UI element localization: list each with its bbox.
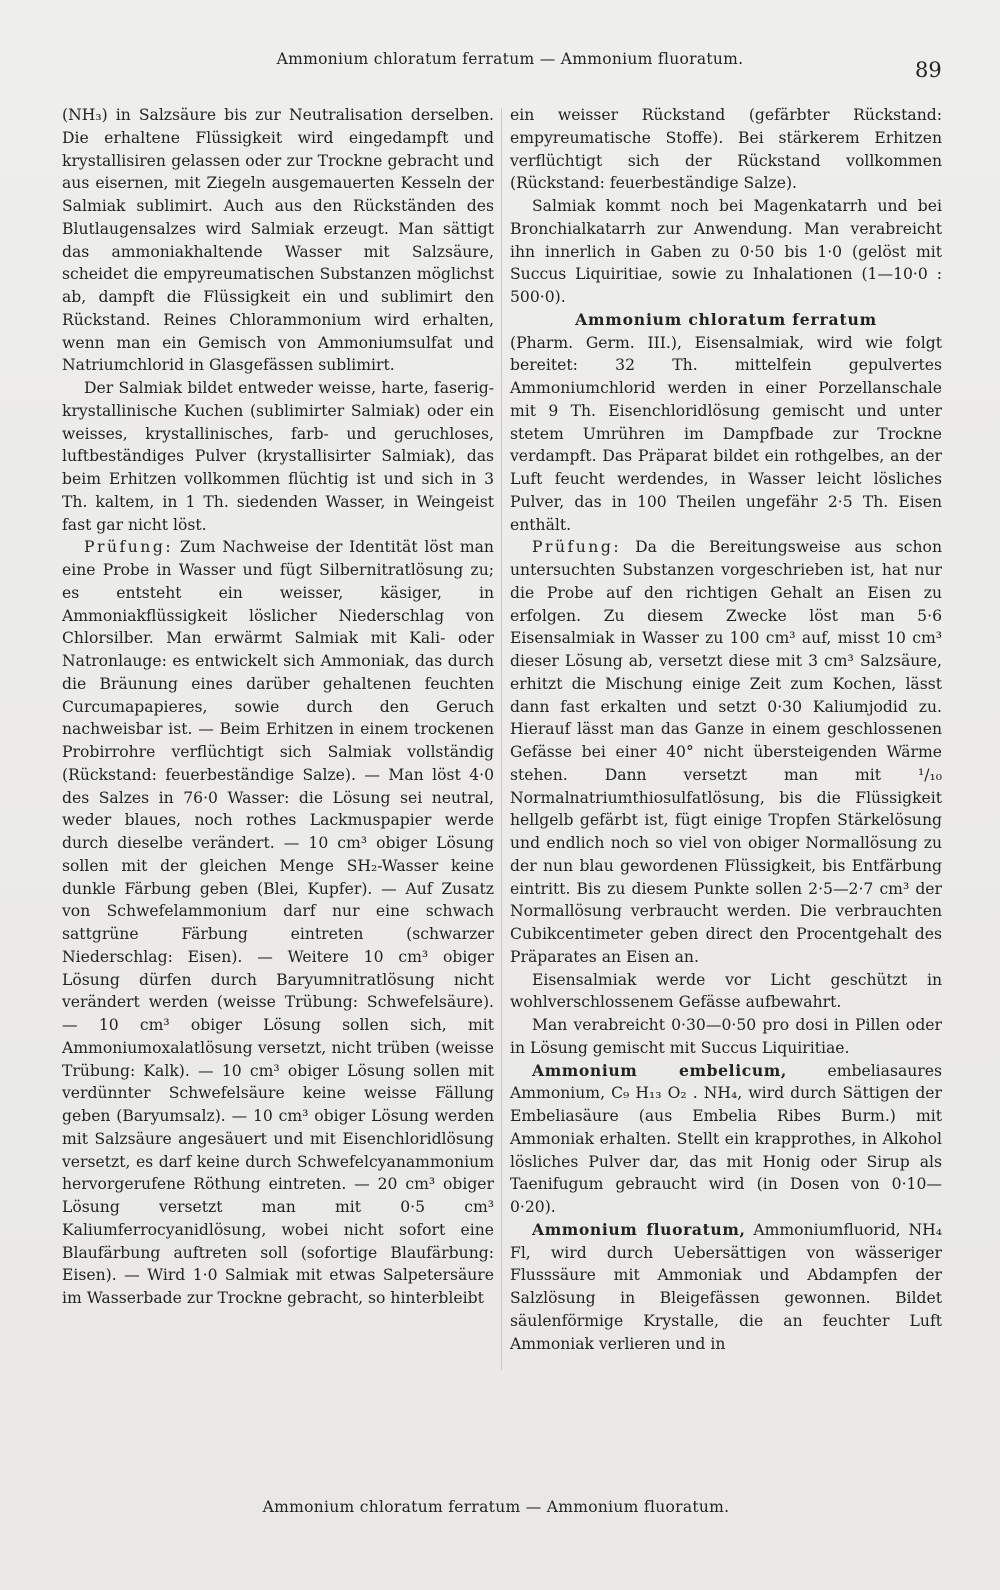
paragraph-preparation: (NH₃) in Salzsäure bis zur Neutralisation derselben. Die erhaltene Flüssigkeit wird eingedampft und krystallisiren gelassen oder zur Trockne gebracht und aus eisernen, mit Ziegeln ausgemauerten Kesseln der Salmiak sublimirt. Auch aus den Rückständen des Blutlaugensalzes wird Salmiak erzeugt. Man sättigt das ammoniakhaltende Wasser mit Salzsäure, scheidet die empyreumatischen Substanzen möglichst ab, dampft die Flüssigkeit ein und sublimirt den Rückstand. Reines Chlorammonium wird erhalten, wenn man ein Gemisch von Ammoniumsulfat und Natriumchlorid in Glasgefässen sublimirt. (62, 106, 494, 375)
fluoratum-text: Ammoniumfluorid, NH₄ Fl, wird durch Uebersättigen von wässeriger Flusssäure mit Ammoniak und Abdampfen der Salzlösung in Bleigefässen gewonnen. Bildet säulenförmige Krystalle, die an feuchter Luft Ammoniak verlieren und in (510, 1220, 942, 1353)
eisen-testing-text: Da die Bereitungsweise aus schon untersuchten Substanzen vorgeschrieben ist, hat nur die Probe auf den richtigen Gehalt an Eisen zu erfolgen. Zu diesem Zwecke löst man 5·6 Eisensalmiak in Wasser zu 100 cm³ auf, misst 10 cm³ dieser Lösung ab, versetzt diese mit 3 cm³ Salzsäure, erhitzt die Mischung einige Zeit zum Kochen, lässt dann fast erkalten und setzt 0·30 Kaliumjodid zu. Hierauf lässt man das Ganze in einem geschlossenen Gefässe bei einer 40° nicht übersteigenden Wärme stehen. Dann versetzt man mit ¹/₁₀ Normalnatriumthiosulfatlösung, bis die Flüssigkeit hellgelb gefärbt ist, fügt einige Tropfen Stärkelösung und endlich noch so viel von obiger Normallösung zu der nun blau gewordenen Flüssigkeit, bis Entfärbung eintritt. Bis zu diesem Punkte sollen 2·5—2·7 cm³ der Normallösung verbraucht werden. Die verbrauchten Cubikcentimeter geben direct den Procentgehalt des Präparates an Eisen an. (510, 538, 942, 966)
paragraph-description: Der Salmiak bildet entweder weisse, harte, faserig-krystallinische Kuchen (sublimirter Salmiak) oder ein weisses, krystallinisches, farb- und geruchloses, luftbeständiges Pulver (krystallisirter Salmiak), das beim Erhitzen vollkommen flüchtig ist und sich in 3 Th. kaltem, in 1 Th. siedenden Wasser, in Weingeist fast gar nicht löst. (62, 379, 494, 534)
heading-embelicum: Ammonium embelicum, (532, 1060, 787, 1080)
paragraph-storage: Eisensalmiak werde vor Licht geschützt in wohlverschlossenem Gefässe aufbewahrt. (510, 970, 942, 1012)
heading-chloratum-ferratum: Ammonium chloratum ferratum (575, 309, 877, 329)
paragraph-residue: ein weisser Rückstand (gefärbter Rückstand: empyreumatische Stoffe). Bei stärkerem Erhitzen verflüchtigt sich der Rückstand vollkommen (Rückstand: feuerbeständige Salze). (510, 106, 942, 193)
paragraph-eisen-testing (510, 536, 942, 968)
paragraph-usage: Salmiak kommt noch bei Magenkatarrh und bei Bronchialkatarrh zur Anwendung. Man verabreicht ihn innerlich in Gaben zu 0·50 bis 1·0 (gelöst mit Succus Liquiritiae, sowie zu Inhalationen (1—10·0 : 500·0). (510, 197, 942, 306)
paragraph-fluoratum (510, 1219, 942, 1356)
paragraph-embelicum (510, 1060, 942, 1219)
right-column (510, 104, 942, 1355)
page-number: 89 (915, 58, 942, 82)
testing-text: Zum Nachweise der Identität löst man eine Probe in Wasser und fügt Silbernitratlösung zu; es entsteht ein weisser, käsiger, in Ammoniakflüssigkeit löslicher Niederschlag von Chlorsilber. Man erwärmt Salmiak mit Kali- oder Natronlauge: es entwickelt sich Ammoniak, das durch die Bräunung eines darüber gehaltenen feuchten Curcumapapieres, sowie durch den Geruch nachweisbar ist. — Beim Erhitzen in einem trockenen Probirrohre verflüchtigt sich Salmiak vollständig (Rückstand: feuerbeständige Salze). — Man löst 4·0 des Salzes in 76·0 Wasser: die Lösung sei neutral, weder blaues, noch rothes Lackmuspapier werde durch dieselbe verändert. — 10 cm³ obiger Lösung sollen mit der gleichen Menge SH₂-Wasser keine dunkle Färbung geben (Blei, Kupfer). — Auf Zusatz von Schwefelammonium darf nur eine schwach sattgrüne Färbung eintreten (schwarzer Niederschlag: Eisen). — Weitere 10 cm³ obiger Lösung dürfen durch Baryumnitratlösung nicht verändert werden (weisse Trübung: Schwefelsäure). — 10 cm³ obiger Lösung sollen sich, mit Ammoniumoxalatlösung versetzt, nicht trüben (weisse Trübung: Kalk). — 10 cm³ obiger Lösung sollen mit verdünnter Schwefelsäure keine weisse Fällung geben (Baryumsalz). — 10 cm³ obiger Lösung werden mit Salzsäure angesäuert und mit Eisenchloridlösung versetzt, es darf keine durch Schwefelcyanammonium hervorgerufene Röthung eintreten. — 20 cm³ obiger Lösung versetzt man mit 0·5 cm³ Kaliumferrocyanidlösung, wobei nicht sofort eine Blaufärbung auftreten soll (sofortige Blaufärbung: Eisen). — Wird 1·0 Salmiak mit etwas Salpetersäure im Wasserbade zur Trockne gebracht, so hinterbleibt (62, 538, 494, 1307)
paragraph-eisensalmiak: (Pharm. Germ. III.), Eisensalmiak, wird wie folgt bereitet: 32 Th. mittelfein gepulvertes Ammoniumchlorid werden in einer Porzellanschale mit 9 Th. Eisenchloridlösung gemischt und unter stetem Umrühren im Dampfbade zur Trockne verdampft. Das Präparat bildet ein rothgelbes, an der Luft feucht werdendes, in Wasser leicht lösliches Pulver, das in 100 Theilen ungefähr 2·5 Th. Eisen enthält. (510, 333, 942, 534)
left-column (62, 104, 494, 1310)
paragraph-testing (62, 536, 494, 1310)
testing-label: Prüfung: (84, 538, 174, 557)
embelicum-text: embeliasaures Ammonium, C₉ H₁₃ O₂ . NH₄, wird durch Sättigen der Embeliasäure (aus Embelia Ribes Burm.) mit Ammoniak erhalten. Stellt ein krapprothes, in Alkohol lösliches Pulver dar, das mit Honig oder Sirup als Taenifugum gebraucht wird (in Dosen von 0·10—0·20). (510, 1061, 942, 1216)
eisen-testing-label: Prüfung: (532, 538, 622, 557)
running-header: Ammonium chloratum ferratum — Ammonium fluoratum. (276, 50, 744, 68)
heading-fluoratum: Ammonium fluoratum, (532, 1219, 746, 1239)
caption-footer: Ammonium chloratum ferratum — Ammonium fluoratum. (262, 1498, 730, 1516)
paragraph-dosage: Man verabreicht 0·30—0·50 pro dosi in Pillen oder in Lösung gemischt mit Succus Liquiritiae. (510, 1016, 942, 1057)
column-divider (501, 108, 502, 1370)
